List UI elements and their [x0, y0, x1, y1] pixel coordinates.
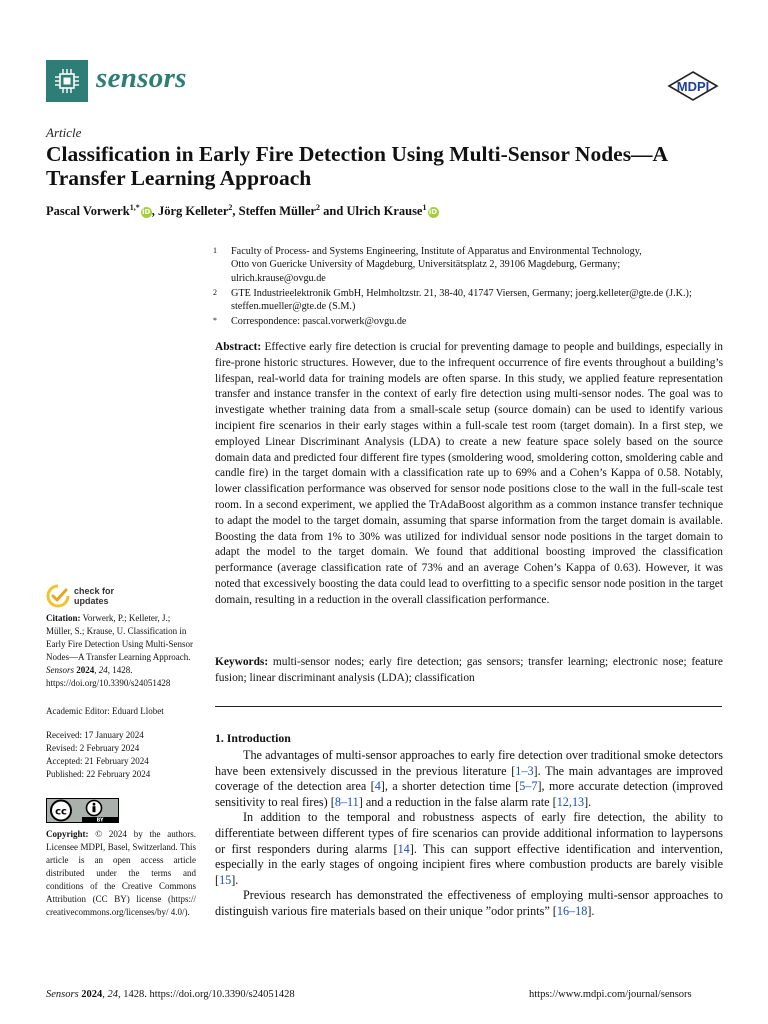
author-separator: and	[320, 204, 347, 219]
publication-date: Received: 17 January 2024	[46, 730, 144, 740]
affiliation-item	[213, 245, 723, 285]
affiliation-line: GTE Industrieelektronik GmbH, Helmholtzstr. 21, 38-40, 41747 Viersen, Germany; joerg.kelleter@gte.de (J.K.);	[231, 287, 692, 299]
keywords	[215, 655, 723, 687]
affiliation-line: steffen.mueller@gte.de (S.M.)	[231, 301, 356, 313]
orcid-icon[interactable]: iD	[428, 208, 438, 217]
check-for-updates-button[interactable]	[46, 584, 114, 608]
intro-text: ], more accurate detection (improved sensitivity to real fires) [	[215, 779, 723, 809]
reference-link[interactable]: 12,13	[556, 794, 585, 809]
author-separator: ,	[151, 204, 158, 219]
publication-dates	[46, 729, 196, 781]
affiliation-mark: 2	[213, 287, 217, 297]
intro-paragraph	[215, 810, 723, 888]
author-name: Steffen Müller	[238, 204, 317, 219]
intro-text: ]. The main advantages are improved coverage of the detection area [	[215, 763, 723, 794]
affiliation-item	[213, 315, 723, 328]
footer-volume: 24	[107, 989, 119, 1000]
author-affiliation-mark: 1,*	[129, 203, 140, 212]
publication-date: Revised: 2 February 2024	[46, 743, 140, 753]
check-updates-line1: check for	[74, 586, 115, 596]
article-type: Article	[46, 125, 82, 140]
abstract-text: Effective early fire detection is crucial for preventing damage to people and buildings, especially in fire-prone historic structures. However, due to the infrequent occurrence of fire events throughout a building’s lifespan, real-world data for training models are often sparse. In this study, we applied feature representation transfer and instance transfer in the context of early fire detection using multi-sensor nodes. The goal was to investigate whether training data from a small-scale setup (source domain) can be used to identify various incipient fire scenarios in their early stages within a full-scale test room (target domain). In a first step, we employed Linear Discriminant Analysis (LDA) to create a new feature space solely based on the source domain data and predicted four different fire types (smoldering wood, smoldering cotton, smoldering cable and candle fire) in the target domain with a classification rate up to 69% and a Cohen’s Kappa of 0.58. Notably, lower classification performance was observed for sensor node positions close to the wall in the full-scale test room. In a second experiment, we applied the TrAdaBoost algorithm as a common instance transfer technique to adapt the model to the target domain, assuming that sparse information from the target domain is available. Boosting the data from 1% to 30% was utilized for individual sensor node positions in the target domain to adapt the model to the target domain. We found that additional boosting improved the classification performance (average classification rate of 73% and an average Cohen’s Kappa of 0.63). However, it was noted that excessively boosting the data could lead to overfitting to a specific sensor node position in the target domain, resulting in a reduction in the overall classification performance.	[215, 341, 723, 606]
keywords-label: Keywords:	[215, 656, 269, 668]
intro-text: ].	[584, 794, 592, 809]
author-separator: ,	[232, 204, 239, 219]
abstract-label: Abstract:	[215, 341, 262, 353]
footer-year: 2024	[81, 989, 103, 1000]
affiliation-line: ulrich.krause@ovgu.de	[231, 272, 326, 284]
reference-link[interactable]: 5–7	[519, 779, 538, 794]
journal-logo	[46, 60, 88, 102]
citation-pages: , 1428.	[107, 665, 133, 675]
mdpi-logo-text: MDPI	[676, 79, 710, 94]
article-title: Classification in Early Fire Detection Using Multi-Sensor Nodes—A Transfer Learning Approach	[46, 142, 667, 190]
copyright-notice	[46, 828, 196, 919]
intro-text: ], a shorter detection time [	[380, 779, 520, 794]
academic-editor: Academic Editor: Eduard Llobet	[46, 706, 164, 716]
author-affiliation-mark: 2	[228, 203, 233, 212]
affiliation-line: Correspondence: pascal.vorwerk@ovgu.de	[231, 316, 407, 328]
citation-label: Citation:	[46, 613, 81, 623]
intro-paragraph	[215, 748, 723, 810]
citation: Citation: Vorwerk, P.; Kelleter, J.; Müller, S.; Krause, U. Classification in Early Fire Detection Using Multi-Sensor Nodes—A Transfer Learning Approach. Sensors 2024, 24, 1428. https://doi.org/10.3390/s24051428	[46, 613, 193, 688]
cc-by-license-badge[interactable]	[46, 798, 119, 823]
footer-rest: , 1428. https://doi.org/10.3390/s24051428	[118, 989, 295, 1000]
intro-text: ] and a reduction in the false alarm rate [	[358, 794, 557, 809]
affiliation-line: Otto von Guericke University of Magdeburg, Universitätsplatz 2, 39106 Magdeburg, Germany;	[231, 259, 621, 271]
intro-text: ]. This can support effective identification and intervention, especially in the early stages of ongoing incipient fires where combustion products are barely visible [	[215, 841, 723, 887]
reference-link[interactable]: 15	[219, 872, 232, 887]
mdpi-logo-icon[interactable]	[666, 70, 720, 107]
copyright-text: © 2024 by the authors. Licensee MDPI, Basel, Switzerland. This article is an open access article distributed under the terms and conditions of the Creative Commons Attribution (CC BY) license (https:// creativecommons.org/licenses/by/ 4.0/).	[46, 829, 197, 917]
publication-date: Published: 22 February 2024	[46, 769, 151, 779]
introduction-body	[215, 748, 723, 920]
intro-paragraph	[215, 888, 723, 919]
affiliation-mark: 1	[213, 246, 217, 255]
author-name: Jörg Kelleter	[157, 204, 229, 219]
affiliation-mark: *	[213, 316, 217, 326]
footer-citation: Sensors 2024, 24, 1428. https://doi.org/10.3390/s24051428	[46, 989, 295, 1000]
reference-link[interactable]: 1–3	[515, 763, 534, 778]
intro-text: In addition to the temporal and robustness aspects of early fire detection, the ability to differentiate between different types of fire scenarios can provide additional information to laypersons or first responders during alarms [	[215, 810, 723, 856]
reference-link[interactable]: 16–18	[556, 903, 588, 918]
footer-journal-url[interactable]: https://www.mdpi.com/journal/sensors	[529, 989, 692, 1000]
citation-volume: 24	[98, 665, 108, 675]
check-updates-icon	[46, 584, 70, 608]
keywords-text: multi-sensor nodes; early fire detection; gas sensors; transfer learning; electronic nose; feature fusion; linear discriminant analysis (LDA); classification	[215, 656, 723, 684]
citation-text: Vorwerk, P.; Kelleter, J.; Müller, S.; Krause, U. Classification in Early Fire Detection Using Multi-Sensor Nodes—A Transfer Learning Approach.	[46, 613, 193, 662]
check-updates-line2: updates	[74, 596, 109, 606]
author-list	[46, 203, 726, 219]
reference-link[interactable]: 8–11	[334, 794, 359, 809]
affiliation-line: Faculty of Process- and Systems Engineering, Institute of Apparatus and Environmental Technology,	[231, 246, 642, 257]
copyright-label: Copyright:	[46, 829, 89, 839]
section-divider	[215, 706, 722, 707]
reference-link[interactable]: 4	[374, 779, 381, 794]
section-heading: 1. Introduction	[215, 731, 291, 745]
intro-text: ].	[231, 872, 239, 887]
chip-icon	[52, 66, 82, 96]
footer-journal: Sensors	[46, 989, 79, 1000]
citation-journal: Sensors	[46, 665, 75, 675]
citation-doi[interactable]: https://doi.org/10.3390/s24051428	[46, 678, 171, 688]
intro-text: The advantages of multi-sensor approaches to early fire detection over traditional smoke detectors have been extensively discussed in the previous literature [	[215, 748, 723, 778]
abstract	[215, 340, 723, 609]
affiliation-item	[213, 287, 723, 314]
citation-year: 2024	[76, 665, 95, 675]
intro-text: Previous research has demonstrated the effectiveness of employing multi-sensor approaches to distinguish various fire materials based on their unique ”odor prints” [	[215, 888, 723, 918]
author-affiliation-mark: 2	[316, 203, 321, 212]
author-affiliation-mark: 1	[422, 203, 427, 212]
author-name: Pascal Vorwerk	[46, 204, 130, 219]
intro-text: ].	[587, 903, 595, 918]
reference-link[interactable]: 14	[397, 841, 410, 856]
author-name: Ulrich Krause	[346, 204, 423, 219]
svg-text:cc: cc	[55, 806, 67, 818]
affiliations	[213, 245, 723, 329]
publication-date: Accepted: 21 February 2024	[46, 756, 149, 766]
cc-by-label: BY	[96, 818, 104, 823]
journal-name[interactable]: sensors	[96, 62, 187, 94]
orcid-icon[interactable]: iD	[142, 208, 151, 217]
